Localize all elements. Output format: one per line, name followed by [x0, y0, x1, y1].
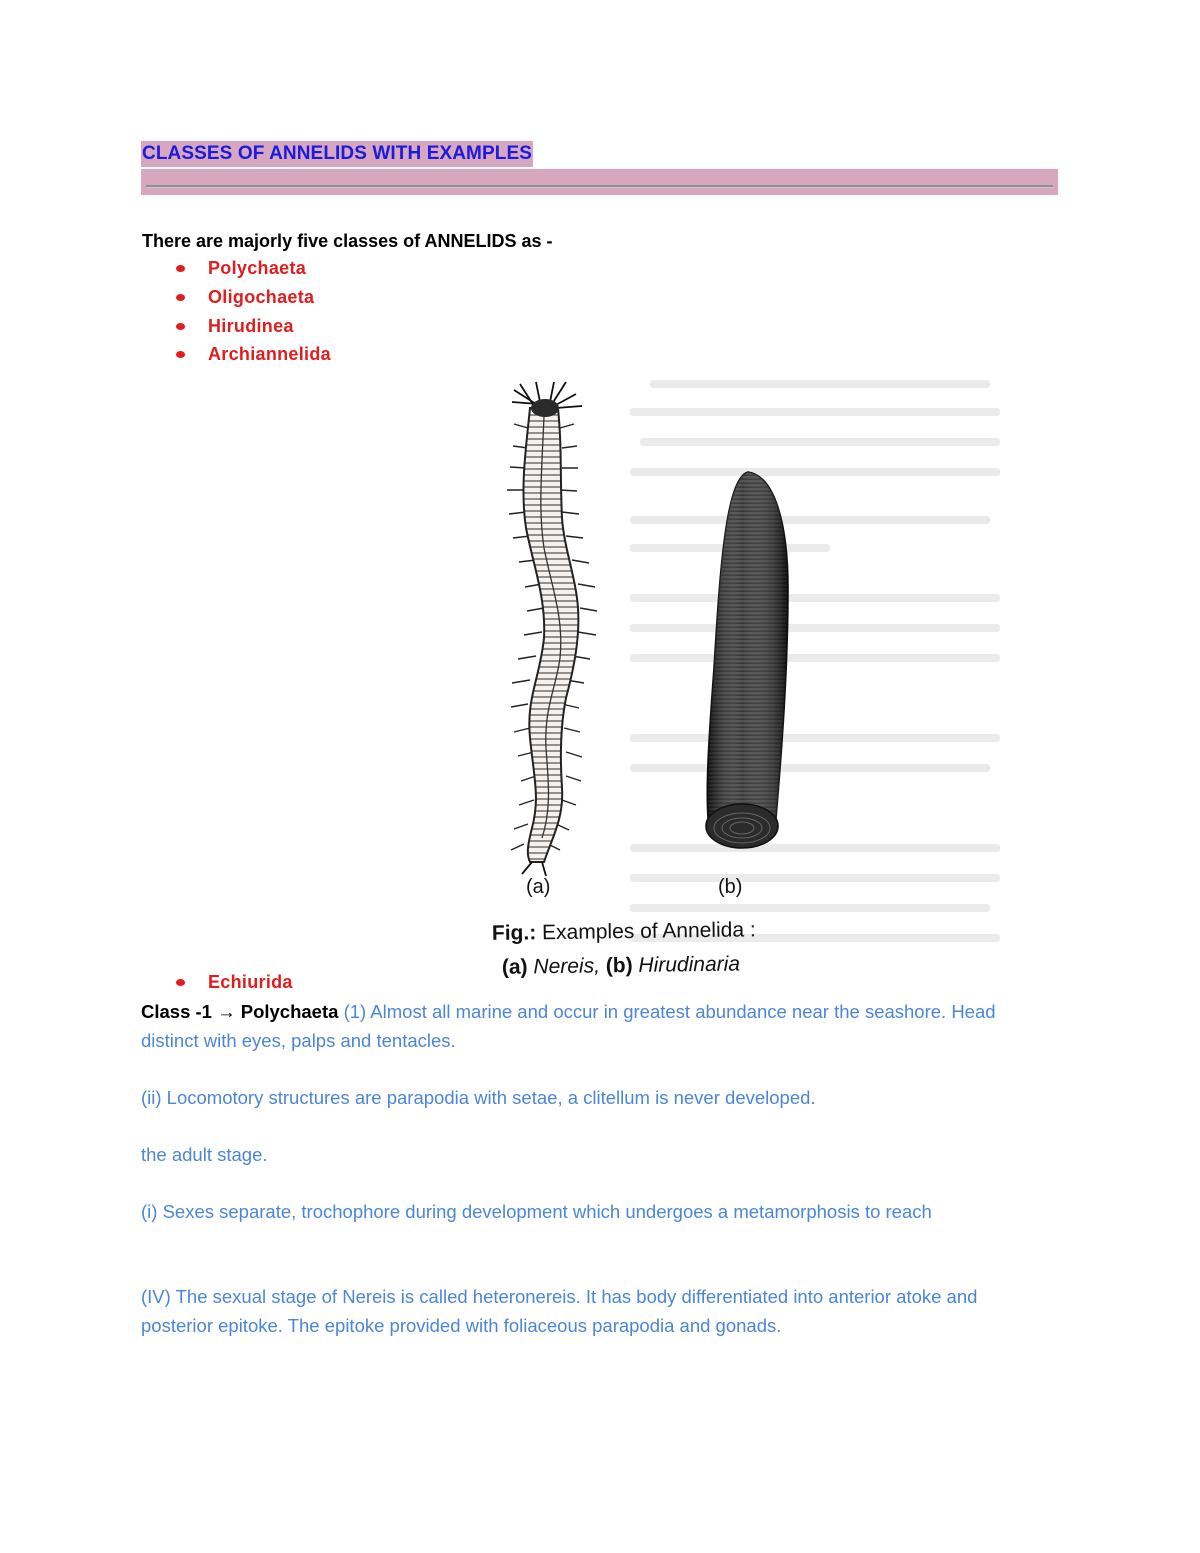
caption-text: Examples of Annelida :	[541, 918, 756, 945]
class-name: Hirudinea	[208, 316, 294, 336]
class-name: Archiannelida	[208, 344, 331, 364]
page-title: CLASSES OF ANNELIDS WITH EXAMPLES	[141, 141, 533, 167]
list-item	[176, 969, 293, 995]
title-underline-band	[141, 169, 1058, 195]
bullet-icon	[176, 265, 185, 272]
nereis-illustration	[507, 382, 597, 876]
bullet-icon	[176, 979, 185, 986]
point-i-paragraph: (i) Sexes separate, trochophore during development which undergoes a metamorphosis to reach	[141, 1201, 932, 1222]
intro-text: There are majorly five classes of ANNELIDS as -	[142, 231, 553, 251]
class-name: Echiurida	[208, 972, 293, 992]
class-name: Polychaeta	[208, 258, 307, 278]
list-item	[176, 341, 331, 367]
fragment-paragraph: the adult stage.	[141, 1144, 268, 1165]
class1-description: (1) Almost all marine and occur in greatest abundance near the seashore. Head distinct with eyes, palps and tentacles.	[141, 1001, 996, 1051]
bullet-icon	[176, 294, 185, 301]
figure-label-b: (b)	[718, 876, 743, 898]
list-item	[176, 255, 306, 281]
figure-caption-species: (a) Nereis, (b) Hirudinaria	[501, 952, 741, 979]
list-item	[176, 313, 294, 339]
bullet-icon	[176, 351, 185, 358]
hirudinaria-illustration	[706, 472, 788, 848]
class-name: Oligochaeta	[208, 287, 315, 307]
point-iv-paragraph: (IV) The sexual stage of Nereis is called heteronereis. It has body differentiated into anterior atoke and posterior epitoke. The epitoke provided with foliaceous parapodia and gonads.	[141, 1286, 978, 1336]
point-ii-paragraph: (ii) Locomotory structures are parapodia with setae, a clitellum is never developed.	[141, 1087, 816, 1108]
annelida-figure	[330, 368, 1030, 980]
list-item	[176, 284, 314, 310]
class1-heading: Class -1 → Polychaeta	[141, 1001, 339, 1022]
figure-caption	[492, 918, 756, 945]
bullet-icon	[176, 323, 185, 330]
class1-paragraph	[141, 997, 1041, 1055]
figure-label-a: (a)	[526, 876, 551, 898]
horizontal-rule	[146, 185, 1053, 188]
caption-prefix: Fig.:	[491, 921, 537, 945]
scan-bleed-lines	[630, 380, 1000, 942]
